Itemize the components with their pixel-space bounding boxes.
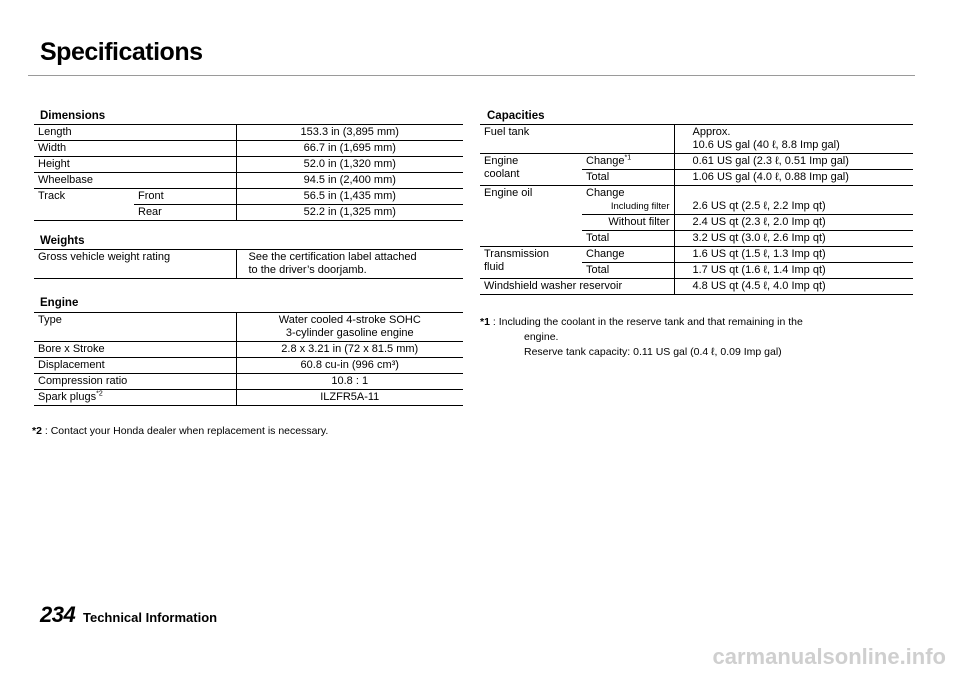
dimension-label: Track <box>38 190 66 202</box>
coolant-total-label: Total <box>582 170 674 186</box>
dimension-label: Wheelbase <box>34 173 134 189</box>
spark-plugs-value: ILZFR5A-11 <box>236 390 463 406</box>
compression-label: Compression ratio <box>34 374 236 390</box>
table-row <box>34 173 463 189</box>
dimension-sub <box>134 125 236 141</box>
transmission-label-line2: fluid <box>484 261 505 273</box>
fuel-tank-value-line2: 10.6 US gal (40 ℓ, 8.8 Imp gal) <box>692 139 840 151</box>
coolant-total-value: 1.06 US gal (4.0 ℓ, 0.88 Imp gal) <box>674 170 913 186</box>
trans-total-label: Total <box>582 263 674 279</box>
footnote-1-mark: *1 <box>480 316 490 328</box>
table-row <box>480 247 913 263</box>
footnote-1-line1: : Including the coolant in the reserve tank and that remaining in the <box>492 316 803 328</box>
dimension-label: Height <box>34 157 134 173</box>
engine-table <box>34 312 463 406</box>
oil-including-label: Including filter <box>610 201 670 212</box>
weights-value-line1: See the certification label attached <box>248 251 417 263</box>
footnote-mark: *1 <box>624 154 632 162</box>
dimension-label <box>34 205 134 221</box>
spark-plugs-text: Spark plugs <box>38 391 97 403</box>
coolant-label-line2: coolant <box>484 168 520 180</box>
table-row <box>480 186 913 215</box>
coolant-change-value: 0.61 US gal (2.3 ℓ, 0.51 Imp gal) <box>674 154 913 170</box>
dimension-value: 52.0 in (1,320 mm) <box>236 157 463 173</box>
fuel-tank-value <box>674 125 913 154</box>
displacement-value: 60.8 cu-in (996 cm³) <box>236 358 463 374</box>
coolant-label-line1: Engine <box>484 155 519 167</box>
dimension-value: 52.2 in (1,325 mm) <box>236 205 463 221</box>
coolant-change-text: Change <box>586 155 625 167</box>
weights-label: Gross vehicle weight rating <box>34 250 236 279</box>
washer-value: 4.8 US qt (4.5 ℓ, 4.0 Imp qt) <box>674 279 913 295</box>
dimension-value: 153.3 in (3,895 mm) <box>236 125 463 141</box>
footnote-1-line2: engine. <box>524 331 559 343</box>
bore-stroke-value: 2.8 x 3.21 in (72 x 81.5 mm) <box>236 342 463 358</box>
engine-type-line1: Water cooled 4-stroke SOHC <box>278 314 421 326</box>
engine-type-line2: 3-cylinder gasoline engine <box>285 327 414 339</box>
table-row <box>34 141 463 157</box>
capacities-heading: Capacities <box>487 110 545 122</box>
table-row <box>34 189 463 205</box>
watermark: carmanualsonline.info <box>712 644 946 669</box>
capacities-table <box>480 124 913 295</box>
transmission-label-line1: Transmission <box>484 248 549 260</box>
dimension-label: Width <box>34 141 134 157</box>
oil-change-label <box>582 186 674 215</box>
footnote-1 <box>480 315 910 360</box>
oil-total-value: 3.2 US qt (3.0 ℓ, 2.6 Imp qt) <box>674 231 913 247</box>
footnote-1-line3: Reserve tank capacity: 0.11 US gal (0.4 ℓ, 0.09 Imp gal) <box>524 346 782 358</box>
table-row <box>34 125 463 141</box>
dimension-sub <box>134 141 236 157</box>
trans-total-value: 1.7 US qt (1.6 ℓ, 1.4 Imp qt) <box>674 263 913 279</box>
weights-table <box>34 249 463 279</box>
engine-oil-label: Engine oil <box>480 186 582 247</box>
weights-heading: Weights <box>40 235 85 247</box>
fuel-tank-label: Fuel tank <box>480 125 674 154</box>
table-row <box>34 313 463 342</box>
fuel-tank-value-line1: Approx. <box>692 126 731 138</box>
engine-heading: Engine <box>40 297 79 309</box>
compression-value: 10.8 : 1 <box>236 374 463 390</box>
displacement-label: Displacement <box>34 358 236 374</box>
spark-plugs-label <box>34 390 236 406</box>
dimension-value: 56.5 in (1,435 mm) <box>236 189 463 205</box>
dimension-value: 66.7 in (1,695 mm) <box>236 141 463 157</box>
footnote-2-text: : Contact your Honda dealer when replacement is necessary. <box>44 425 329 437</box>
table-row <box>34 205 463 221</box>
weights-value <box>236 250 463 279</box>
oil-including-value: 2.6 US qt (2.5 ℓ, 2.2 Imp qt) <box>674 186 913 215</box>
engine-type-label: Type <box>34 313 236 342</box>
dimension-sub: Front <box>134 189 236 205</box>
table-row <box>34 390 463 406</box>
washer-label: Windshield washer reservoir <box>480 279 674 295</box>
table-row <box>480 125 913 154</box>
dimension-sub: Rear <box>134 205 236 221</box>
table-row <box>480 279 913 295</box>
engine-type-value <box>236 313 463 342</box>
table-row <box>34 358 463 374</box>
bore-stroke-label: Bore x Stroke <box>34 342 236 358</box>
dimensions-heading: Dimensions <box>40 110 106 122</box>
footnote-2 <box>32 424 328 439</box>
footnote-mark: *2 <box>96 390 103 398</box>
section-label: Technical Information <box>83 610 218 625</box>
oil-without-label: Without filter <box>582 215 674 231</box>
table-row <box>34 342 463 358</box>
trans-change-value: 1.6 US qt (1.5 ℓ, 1.3 Imp qt) <box>674 247 913 263</box>
oil-change-text: Change <box>586 187 625 199</box>
coolant-change-label <box>582 154 674 170</box>
table-row <box>480 154 913 170</box>
trans-change-label: Change <box>582 247 674 263</box>
dimension-sub <box>134 173 236 189</box>
oil-without-value: 2.4 US qt (2.3 ℓ, 2.0 Imp qt) <box>674 215 913 231</box>
dimension-value: 94.5 in (2,400 mm) <box>236 173 463 189</box>
coolant-label <box>480 154 582 186</box>
table-row <box>34 157 463 173</box>
dimension-label: Length <box>34 125 134 141</box>
page-title: Specifications <box>40 38 203 66</box>
transmission-label <box>480 247 582 279</box>
footnote-1-line1-row <box>480 315 910 330</box>
footnote-2-mark: *2 <box>32 425 42 437</box>
oil-total-label: Total <box>582 231 674 247</box>
page-number: 234 <box>40 602 76 627</box>
table-row <box>34 374 463 390</box>
dimension-sub <box>134 157 236 173</box>
weights-value-line2: to the driver’s doorjamb. <box>248 264 367 276</box>
table-row <box>34 250 463 279</box>
dimensions-table <box>34 124 463 221</box>
title-divider <box>28 75 915 76</box>
